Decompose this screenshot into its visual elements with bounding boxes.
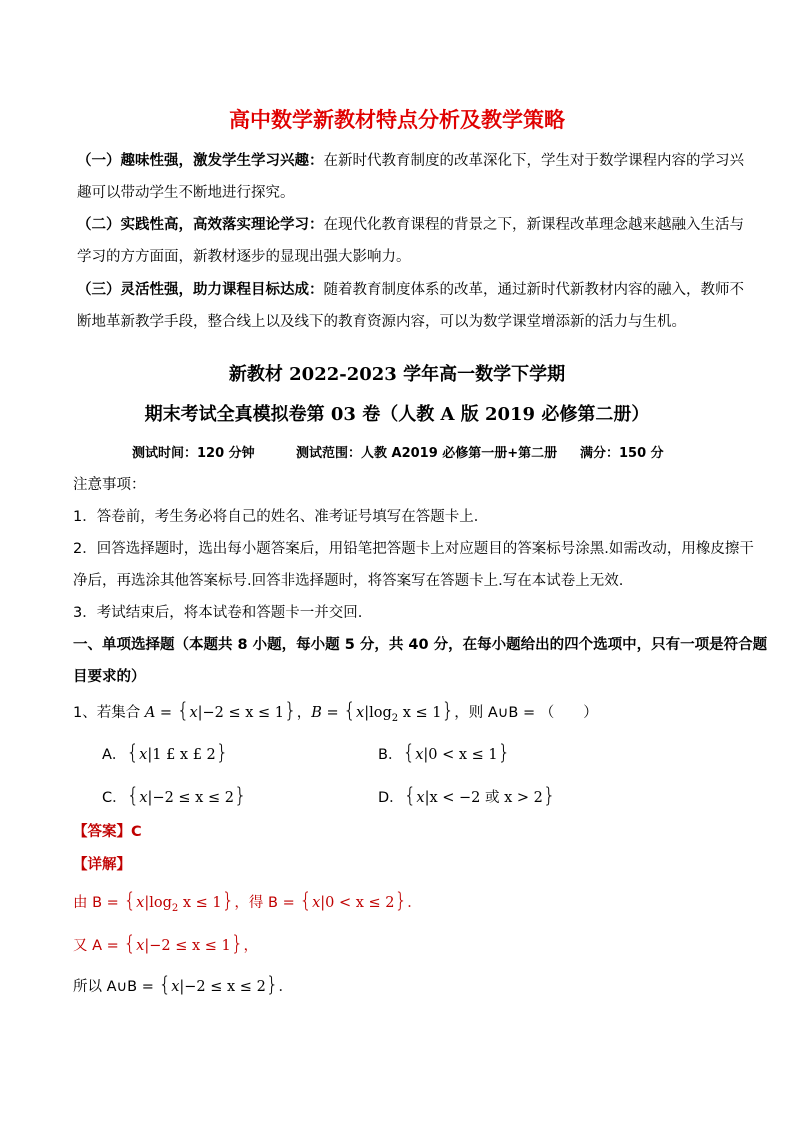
right-brace-icon: }: [230, 931, 244, 955]
exam-time: 测试时间：120 分钟: [132, 446, 255, 461]
detail-label: 【详解】: [73, 857, 131, 873]
solution-3-var: x: [171, 979, 180, 995]
solution-line-1: 由 $B = \{x|\log_2$ x ≤ 1}，得 B = {x|0 < x ≤ 2}．: [73, 888, 422, 914]
feature-3-label: （三）灵活性强，助力课程目标达成：: [77, 282, 324, 298]
feature-1-line2: 趣可以带动学生不断地进行探究。: [77, 185, 295, 201]
q1-option-b: B．{x|0 < x ≤ 1}: [378, 740, 511, 764]
option-a-label: A．: [102, 747, 127, 763]
q1-set-a-cond: −2 ≤ x ≤ 1: [202, 705, 285, 721]
solution-1-mid: ，得 B =: [234, 895, 300, 911]
option-d-var: x: [416, 790, 425, 806]
section-heading-line1: 一、单项选择题（本题共 8 小题，每小题 5 分，共 40 分，在每小题给出的四个选项中，只有一项是符合题: [73, 637, 768, 653]
note-2-line1: 2．回答选择题时，选出每小题答案后，用铅笔把答题卡上对应题目的答案标号涂黑.如需改动，用橡皮擦干: [73, 541, 754, 557]
option-d-cond: x < −2 或 x > 2: [429, 790, 543, 806]
exam-title-1: 新教材 2022-2023 学年高一数学下学期: [228, 364, 566, 385]
exam-title-2: 期末考试全真模拟卷第 03 卷（人教 A 版 2019 必修第二册）: [144, 404, 650, 425]
left-brace-icon: {: [123, 888, 137, 912]
q1-prefix: 1、若集合: [73, 705, 145, 721]
solution-3-pre: 所以 A∪B =: [73, 979, 159, 995]
left-brace-icon: {: [343, 698, 357, 722]
left-brace-icon: {: [123, 931, 137, 955]
feature-2-line2: 学习的方方面面，新教材逐步的显现出强大影响力。: [77, 249, 411, 265]
option-a-cond: 1 £ x £ 2: [152, 747, 216, 763]
right-brace-icon: }: [215, 740, 229, 764]
option-a-var: x: [139, 747, 148, 763]
q1-option-d: D．{x|x < −2 或 x > 2}: [378, 783, 556, 807]
q1-set-b-log-base: 2: [391, 712, 399, 724]
option-b-label: B．: [378, 747, 403, 763]
note-2-line2: 净后，再选涂其他答案标号.回答非选择题时，将答案写在答题卡上.写在本试卷上无效.: [73, 573, 624, 589]
right-brace-icon: }: [497, 740, 511, 764]
left-brace-icon: {: [299, 888, 313, 912]
option-c-label: C．: [102, 790, 127, 806]
feature-2-text: 在现代化教育课程的背景之下，新课程改革理念越来越融入生活与: [323, 217, 744, 233]
solution-3-cond: −2 ≤ x ≤ 2: [184, 979, 266, 995]
feature-1-label: （一）趣味性强，激发学生学习兴趣：: [77, 153, 324, 169]
exam-scope: 测试范围：人教 A2019 必修第一册+第二册: [296, 446, 558, 461]
feature-2-line1: [77, 216, 744, 234]
feature-2-label: （二）实践性高，高效落实理论学习：: [77, 217, 324, 233]
answer-label: 【答案】C: [73, 824, 142, 840]
right-brace-icon: }: [221, 888, 235, 912]
solution-1-pre: 由 B =: [73, 895, 124, 911]
option-b-var: x: [415, 747, 424, 763]
q1-set-a-name: A: [144, 705, 156, 721]
note-3: 3．考试结束后，将本试卷和答题卡一并交回.: [73, 605, 363, 621]
q1-set-b-name: B: [311, 705, 322, 721]
q1-option-c: C．{x|−2 ≤ x ≤ 2}: [102, 783, 247, 807]
right-brace-icon: }: [265, 972, 279, 996]
q1-suffix: ，则 A∪B = （ ）: [454, 705, 598, 721]
solution-line-3: 所以 A∪B = {x|−2 ≤ x ≤ 2}．: [73, 972, 294, 996]
solution-2-pre: 又 A =: [73, 938, 124, 954]
option-b-cond: 0 < x ≤ 1: [428, 747, 498, 763]
page-title: 高中数学新教材特点分析及教学策略: [229, 108, 565, 132]
option-c-var: x: [139, 790, 148, 806]
q1-eq-b: =: [321, 705, 344, 721]
solution-line-2: 又 A = {x|−2 ≤ x ≤ 1}，: [73, 931, 258, 955]
solution-2-var: x: [136, 938, 145, 954]
right-brace-icon: }: [284, 698, 297, 722]
right-brace-icon: }: [441, 698, 455, 722]
solution-1-end: ．: [407, 895, 422, 911]
feature-1-text: 在新时代教育制度的改革深化下，学生对于数学课程内容的学习兴: [323, 153, 744, 169]
q1-set-b-rest: x ≤ 1: [398, 705, 442, 721]
right-brace-icon: }: [394, 888, 408, 912]
notes-heading: 注意事项：: [73, 477, 146, 493]
solution-1-log: log: [149, 895, 172, 911]
feature-3-line2: 断地革新教学手段，整合线上以及线下的教育资源内容，可以为数学课堂增添新的活力与生机。: [77, 314, 686, 330]
left-brace-icon: {: [126, 740, 140, 764]
left-brace-icon: {: [176, 698, 190, 722]
solution-1-var: x: [136, 895, 145, 911]
solution-1-log-base: 2: [171, 902, 179, 914]
option-d-label: D．: [378, 790, 404, 806]
option-c-cond: −2 ≤ x ≤ 2: [152, 790, 234, 806]
feature-3-line1: [77, 281, 744, 299]
q1-comma: ，: [296, 705, 312, 721]
exam-score: 满分：150 分: [580, 446, 664, 461]
solution-1-rest: x ≤ 1: [178, 895, 222, 911]
left-brace-icon: {: [158, 972, 172, 996]
right-brace-icon: }: [542, 783, 556, 807]
q1-set-a-var: x: [189, 705, 198, 721]
left-brace-icon: {: [402, 740, 416, 764]
solution-2-cond: −2 ≤ x ≤ 1: [149, 938, 231, 954]
left-brace-icon: {: [403, 783, 417, 807]
left-brace-icon: {: [126, 783, 140, 807]
q1-option-a: A．{x|1 £ x £ 2}: [102, 740, 229, 764]
feature-3-text: 随着教育制度体系的改革，通过新时代新教材内容的融入，教师不: [323, 282, 744, 298]
section-heading-line2: 目要求的）: [73, 669, 146, 685]
solution-1-cond2: 0 < x ≤ 2: [325, 895, 395, 911]
q1-set-b-log: log: [369, 705, 392, 721]
solution-3-end: ．: [278, 979, 294, 995]
question-1-stem: 1、若集合 A = {x|−2 ≤ x ≤ 1}，$B = \{x|\log_2$ x ≤ 1}，则 A∪B = （ ）: [73, 698, 598, 724]
right-brace-icon: }: [233, 783, 247, 807]
q1-set-b-var: x: [356, 705, 365, 721]
feature-1-line1: [77, 152, 744, 170]
solution-2-end: ，: [243, 938, 258, 954]
q1-eq-a: =: [155, 705, 177, 721]
note-1: 1．答卷前，考生务必将自己的姓名、准考证号填写在答题卡上．: [73, 509, 489, 525]
solution-1-var2: x: [312, 895, 321, 911]
